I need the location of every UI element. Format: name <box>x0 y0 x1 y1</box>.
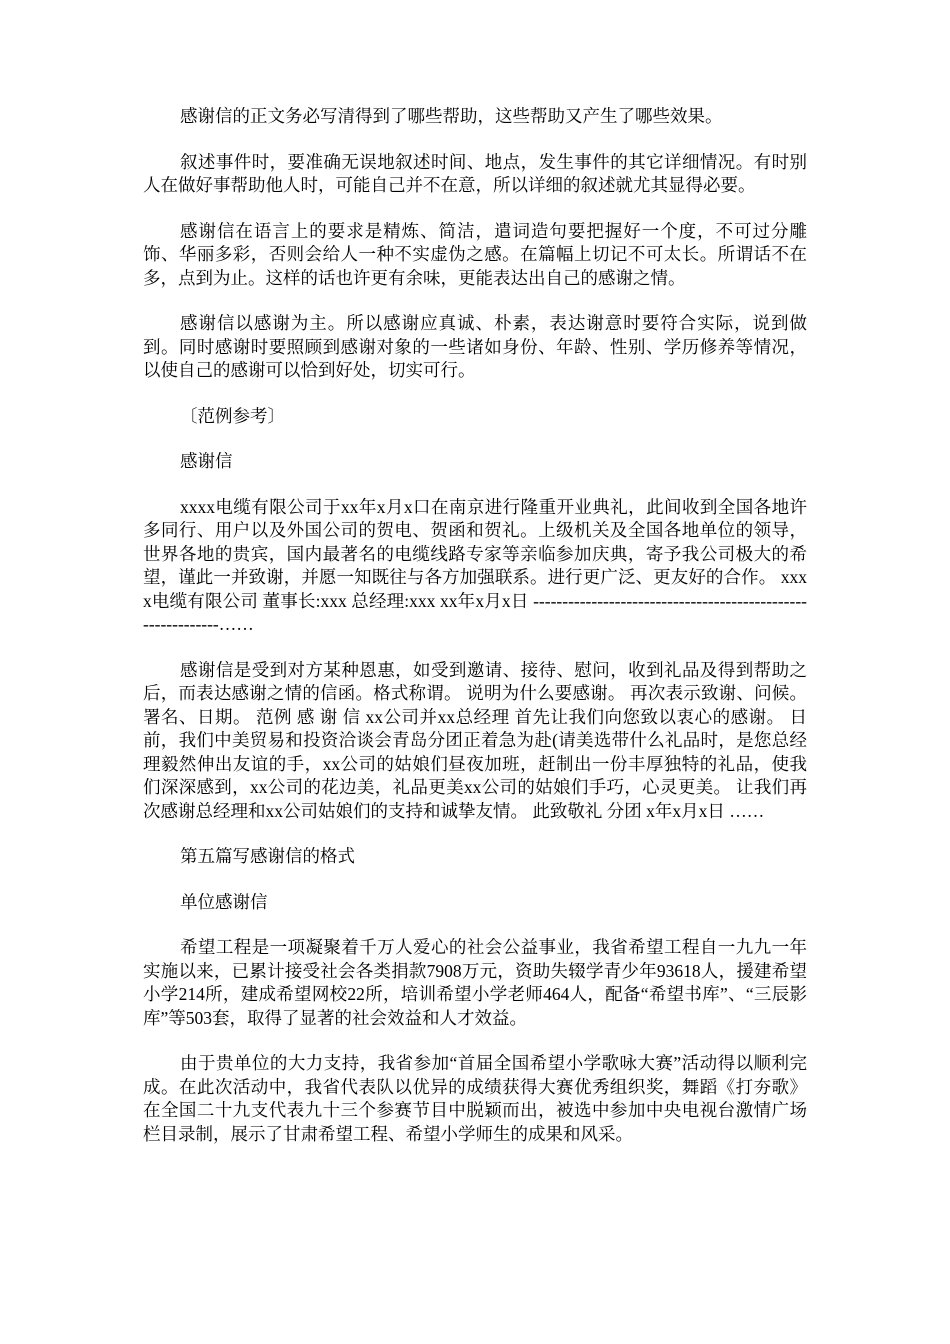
paragraph-cable-company-letter: xxxx电缆有限公司于xx年x月x口在南京进行隆重开业典礼，此间收到全国各地许多同行、用户以及外国公司的贺电、贺函和贺礼。上级机关及全国各地单位的领导，世界各地的贵宾，国内最著名的电缆线路专家等亲临参加庆典，寄予我公司极大的希望，谨此一并致谢，并愿一知既往与各方加强联系。进行更广泛、更友好的合作。 xxxx电缆有限公司 董事长:xxx 总经理:xxx xx年x月x日 ------------------------------------------------------------…… <box>143 496 807 634</box>
paragraph-unit-support: 由于贵单位的大力支持，我省参加“首届全国希望小学歌咏大赛”活动得以顺利完成。在此次活动中，我省代表队以优异的成绩获得大赛优秀组织奖，舞蹈《打夯歌》在全国二十九支代表九十三个参赛节目中脱颖而出，被选中参加中央电视台激情广场栏目录制，展示了甘肃希望工程、希望小学师生的成果和风采。 <box>143 1053 807 1144</box>
paragraph-language-requirement: 感谢信在语言上的要求是精炼、简洁，遣词造句要把握好一个度，不可过分雕饰、华丽多彩，否则会给人一种不实虚伪之感。在篇幅上切记不可太长。所谓话不在多，点到为止。这样的话也许更有余味，更能表达出自己的感谢之情。 <box>143 220 807 288</box>
paragraph-letter-format-example: 感谢信是受到对方某种恩惠，如受到邀请、接待、慰问，收到礼品及得到帮助之后，而表达感谢之情的信函。格式称谓。 说明为什么要感谢。 再次表示致谢、问候。 署名、日期。 范例 感 谢 信 xx公司并xx总经理 首先让我们向您致以衷心的感谢。 日前，我们中美贸易和投资洽谈会青岛分团正着急为赴(请美选带什么礼品时，是您总经理毅然伸出友谊的手，xx公司的姑娘们昼夜加班，赶制出一份丰厚独特的礼品，使我们深深感到，xx公司的花边美，礼品更美xx公司的姑娘们手巧，心灵更美。 让我们再次感谢总经理和xx公司姑娘们的支持和诚挚友情。 此致敬礼 分团 x年x月x日 …… <box>143 659 807 821</box>
letter-title: 感谢信 <box>180 451 233 471</box>
paragraph-letter-body-requirement: 感谢信的正文务必写清得到了哪些帮助，这些帮助又产生了哪些效果。 <box>180 106 723 126</box>
paragraph-sincere-thanks: 感谢信以感谢为主。所以感谢应真诚、朴素，表达谢意时要符合实际，说到做到。同时感谢时要照顾到感谢对象的一些诸如身份、年龄、性别、学历修养等情况，以使自己的感谢可以恰到好处，切实可行。 <box>143 313 807 380</box>
document-page <box>143 105 807 1168</box>
section-heading-examples: 〔范例参考〕 <box>180 405 285 426</box>
paragraph-narrate-events: 叙述事件时，要准确无误地叙述时间、地点，发生事件的其它详细情况。有时别人在做好事帮助他人时，可能自己并不在意，所以详细的叙述就尤其显得必要。 <box>143 151 807 195</box>
subheading-unit-letter: 单位感谢信 <box>180 891 268 912</box>
section-heading-fifth-article: 第五篇写感谢信的格式 <box>180 846 355 866</box>
paragraph-hope-project: 希望工程是一项凝聚着千万人爱心的社会公益事业，我省希望工程自一九九一年实施以来，已累计接受社会各类捐款7908万元，资助失辍学青少年93618人，援建希望小学214所，建成希望网校22所，培训希望小学老师464人，配备“希望书库”、“三辰影库”等503套，取得了显著的社会效益和人才效益。 <box>143 937 807 1028</box>
